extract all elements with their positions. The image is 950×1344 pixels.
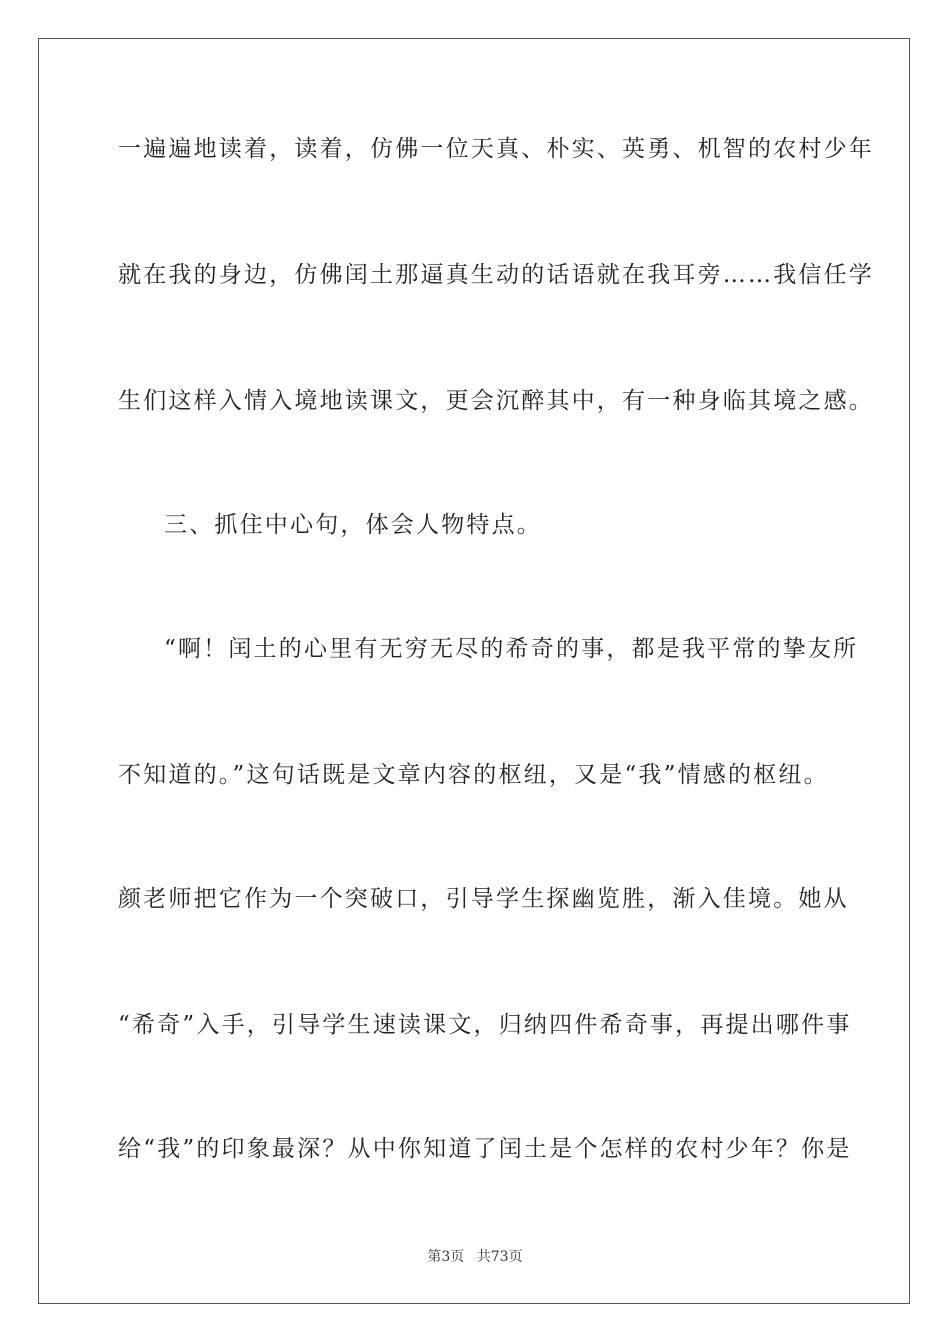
page-footer [0, 1246, 950, 1266]
body-line-8: “希奇”入手，引导学生速读课文，归纳四件希奇事，再提出哪件事 [118, 1012, 852, 1038]
body-line-9: 给“我”的印象最深？从中你知道了闰土是个怎样的农村少年？你是 [118, 1136, 852, 1162]
page-number: 第3页 [427, 1249, 465, 1265]
body-line-6: 不知道的。”这句话既是文章内容的枢纽，又是“我”情感的枢纽。 [118, 762, 829, 788]
page-total: 共73页 [476, 1249, 523, 1265]
body-line-5: “啊！闰土的心里有无穷无尽的希奇的事，都是我平常的挚友所 [164, 636, 859, 662]
section-heading: 三、抓住中心句，体会人物特点。 [164, 512, 542, 538]
page-frame [38, 38, 910, 1304]
body-line-1: 一遍遍地读着，读着，仿佛一位天真、朴实、英勇、机智的农村少年 [118, 136, 874, 162]
body-line-2: 就在我的身边，仿佛闰土那逼真生动的话语就在我耳旁……我信任学 [118, 262, 874, 288]
body-line-3: 生们这样入情入境地读课文，更会沉醉其中，有一种身临其境之感。 [118, 388, 874, 414]
body-line-7: 颜老师把它作为一个突破口，引导学生探幽览胜，渐入佳境。她从 [118, 886, 849, 912]
